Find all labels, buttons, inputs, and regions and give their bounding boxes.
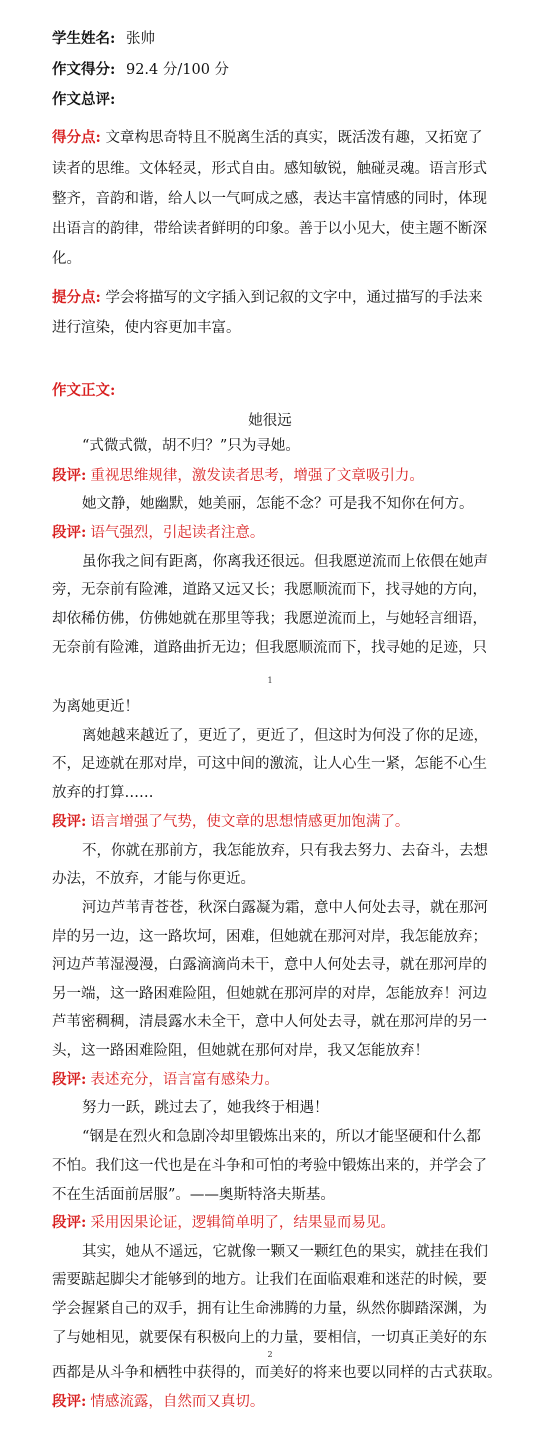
paragraph-comment-label: 段评: xyxy=(52,524,87,541)
essay-paragraph-line: 不，你就在那前方，我怎能放弃，只有我去努力、去奋斗，去想 xyxy=(82,843,488,859)
essay-paragraph-line: 放弃的打算…… xyxy=(52,785,154,801)
essay-title: 她很远 xyxy=(248,413,292,429)
essay-paragraph-line: 岸的另一边，这一路坎坷，困难，但她就在那河对岸，我怎能放弃； xyxy=(52,929,487,945)
essay-paragraph-line: 虽你我之间有距离，你离我还很远。但我愿逆流而上依偎在她声 xyxy=(82,554,488,570)
paragraph-comment-label: 段评: xyxy=(52,813,87,830)
essay-paragraph-line: 河边芦苇湿漫漫，白露滴滴尚未干，意中人何处去寻，就在那河岸的 xyxy=(52,957,487,973)
improve-points-line: 学会将描写的文字插入到记叙的文字中，通过描写的手法来 xyxy=(105,290,483,306)
paragraph-comment xyxy=(52,812,409,832)
paragraph-comment-text: 情感流露，自然而又真切。 xyxy=(90,1394,265,1410)
essay-score-value: 92.4 分/100 分 xyxy=(125,62,230,78)
essay-paragraph-line: 西都是从斗争和栖牲中获得的，而美好的将来也要以同样的古式获取。 xyxy=(52,1365,502,1381)
essay-paragraph-line: 她文静，她幽默，她美丽，怎能不念？可是我不知你在何方。 xyxy=(82,496,474,512)
student-name-value: 张帅 xyxy=(125,31,155,47)
paragraph-comment-label: 段评: xyxy=(52,467,87,484)
page-number: 2 xyxy=(267,1350,273,1359)
essay-paragraph-line: 不在生活面前居服”。——奥斯特洛夫斯基。 xyxy=(52,1187,335,1203)
essay-paragraph-line: 为离她更近！ xyxy=(52,699,139,715)
score-points-label: 得分点: xyxy=(52,129,101,146)
paragraph-comment xyxy=(52,1070,279,1090)
essay-paragraph-line: 其实，她从不遥远，它就像一颗又一颗红色的果实，就挂在我们 xyxy=(82,1244,488,1260)
paragraph-comment-label: 段评: xyxy=(52,1071,87,1088)
score-points-line: 出语言的韵律，带给读者鲜明的印象。善于以小见大，使主题不断深 xyxy=(52,221,487,237)
paragraph-comment xyxy=(52,523,264,543)
essay-paragraph-line: 不怕。我们这一代也是在斗争和可怕的考验中锻炼出来的，并学会了 xyxy=(52,1158,487,1174)
paragraph-comment-text: 语言增强了气势，使文章的思想情感更加饱满了。 xyxy=(90,814,410,830)
improve-points-line: 进行渲染，使内容更加丰富。 xyxy=(52,320,241,336)
essay-paragraph-line: 办法，不放弃，才能与你更近。 xyxy=(52,871,255,887)
essay-paragraph-line: 头，这一路困难险阻，但她就在那何对岸，我又怎能放弃！ xyxy=(52,1043,429,1059)
student-name-row xyxy=(52,29,155,49)
improve-points-label: 提分点: xyxy=(52,289,101,306)
paragraph-comment-text: 表述充分，语言富有感染力。 xyxy=(90,1072,279,1088)
student-name-label: 学生姓名: xyxy=(52,30,116,47)
score-points-line: 整齐，音韵和谐，给人以一气呵成之感，表达丰富情感的同时，体现 xyxy=(52,191,487,207)
essay-paragraph-line: 了与她相见，就要保有积极向上的力量，要相信，一切真正美好的东 xyxy=(52,1330,487,1346)
essay-score-row xyxy=(52,60,229,80)
paragraph-comment xyxy=(52,466,424,486)
essay-paragraph-line: 旁，无奈前有险滩，道路又远又长；我愿顺流而下，找寻她的方向， xyxy=(52,582,487,598)
paragraph-comment-label: 段评: xyxy=(52,1214,87,1231)
essay-score-label: 作文得分: xyxy=(52,61,116,78)
score-points-line: 读者的思维。文体轻灵，形式自由。感知敏锐，触碰灵魂。语言形式 xyxy=(52,161,487,177)
essay-paragraph-line: 学会握紧自己的双手，拥有让生命沸腾的力量，纵然你脚踏深渊，为 xyxy=(52,1301,487,1317)
score-points-line: 文章构思奇特且不脱离生活的真实，既活泼有趣，又拓宽了 xyxy=(105,130,483,146)
page-number: 1 xyxy=(267,676,273,685)
essay-paragraph-line: 努力一跃，跳过去了，她我终于相遇！ xyxy=(82,1100,329,1116)
essay-body-label: 作文正文: xyxy=(52,382,116,399)
essay-paragraph-line: 却依稀仿佛，仿佛她就在那里等我；我愿逆流而上，与她轻言细语， xyxy=(52,611,487,627)
essay-paragraph-line: 芦苇密稠稠，清晨露水未全干，意中人何处去寻，就在那河岸的另一 xyxy=(52,1014,487,1030)
essay-paragraph-line: 不，足迹就在那对岸，可这中间的激流，让人心生一紧，怎能不心生 xyxy=(52,756,487,772)
paragraph-comment xyxy=(52,1213,395,1233)
paragraph-comment xyxy=(52,1392,264,1412)
overall-comment-label: 作文总评: xyxy=(52,91,116,108)
essay-paragraph-line: 需要踮起脚尖才能够到的地方。让我们在面临艰难和迷茫的时候，要 xyxy=(52,1272,487,1288)
paragraph-comment-text: 重视思维规律，激发读者思考，增强了文章吸引力。 xyxy=(90,468,424,484)
paragraph-comment-text: 语气强烈，引起读者注意。 xyxy=(90,525,265,541)
essay-paragraph-line: 离她越来越近了，更近了，更近了，但这时为何没了你的足迹， xyxy=(82,728,488,744)
essay-paragraph-line: 另一端，这一路困难险阻，但她就在那河岸的对岸，怎能放弃！河边 xyxy=(52,986,487,1002)
score-points-line: 化。 xyxy=(52,251,81,267)
essay-paragraph-line: “式微式微，胡不归？”只为寻她。 xyxy=(82,438,300,454)
essay-paragraph-line: 无奈前有险滩，道路曲折无边；但我愿顺流而下，找寻她的足迹，只 xyxy=(52,640,487,656)
essay-paragraph-line: 河边芦苇青苍苍，秋深白露凝为霜，意中人何处去寻，就在那河 xyxy=(82,900,488,916)
essay-paragraph-line: “钢是在烈火和急剧冷却里锻炼出来的，所以才能坚硬和什么都 xyxy=(82,1129,481,1145)
paragraph-comment-text: 采用因果论证，逻辑简单明了，结果显而易见。 xyxy=(90,1215,395,1231)
paragraph-comment-label: 段评: xyxy=(52,1393,87,1410)
